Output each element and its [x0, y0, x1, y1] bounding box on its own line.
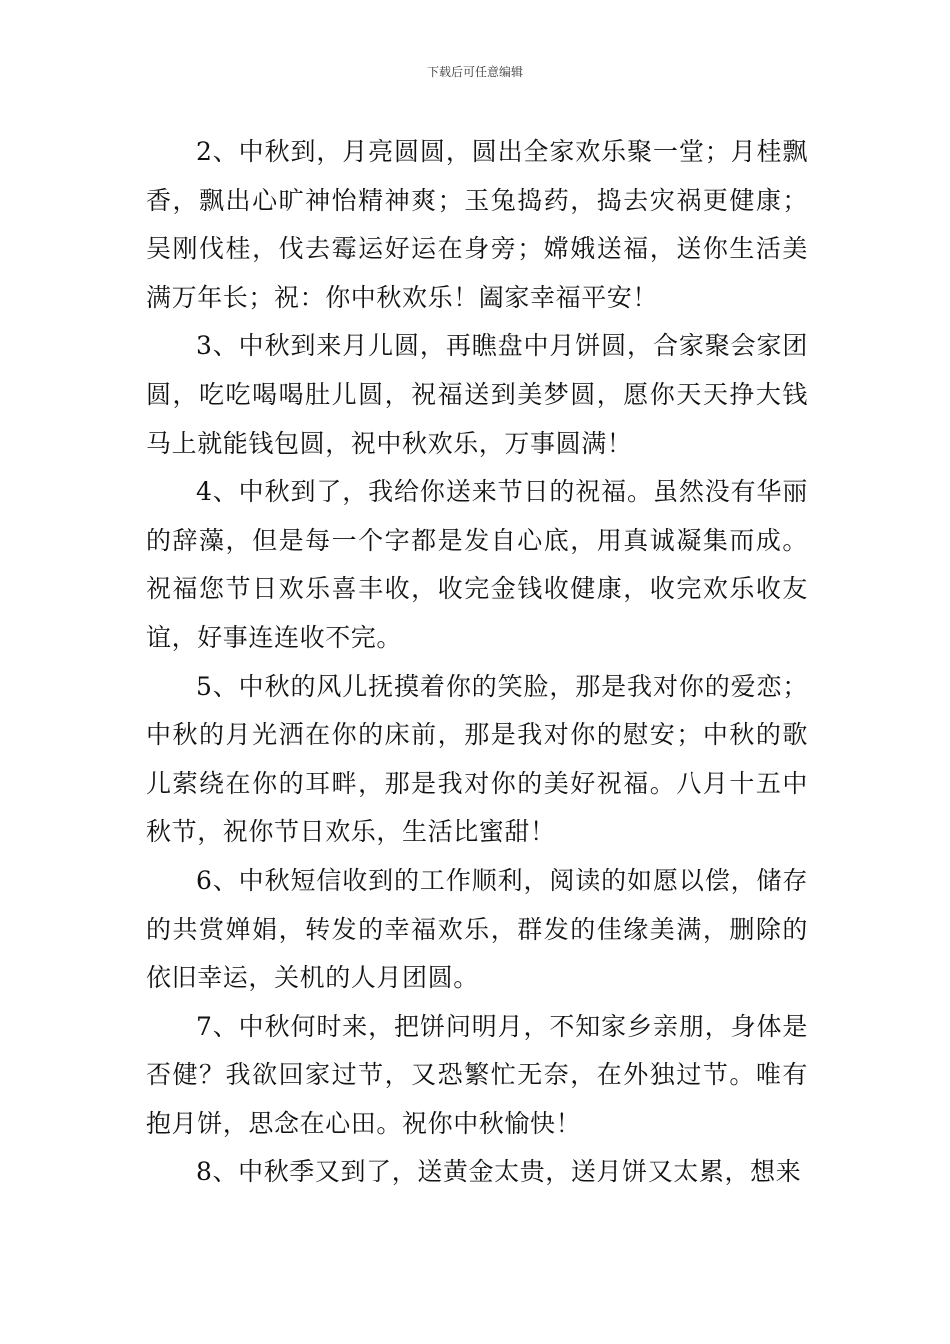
- paragraph-7: 7、中秋何时来，把饼问明月，不知家乡亲朋，身体是否健？我欲回家过节，又恐繁忙无奈，在外独过节。唯有抱月饼，思念在心田。祝你中秋愉快！: [146, 1011, 808, 1138]
- paragraph-8: 8、中秋季又到了，送黄金太贵，送月饼又太累，想来: [196, 1157, 802, 1187]
- paragraph-4: 4、中秋到了，我给你送来节日的祝福。虽然没有华丽的辞藻，但是每一个字都是发自心底，用真诚凝集而成。祝福您节日欢乐喜丰收，收完金钱收健康，收完欢乐收友谊，好事连连收不完。: [146, 477, 808, 652]
- paragraph-2: 2、中秋到，月亮圆圆，圆出全家欢乐聚一堂；月桂飘香，飘出心旷神怡精神爽；玉兔捣药，捣去灾祸更健康；吴刚伐桂，伐去霉运好运在身旁；嫦娥送福，送你生活美满万年长；祝：你中秋欢乐！阖家幸福平安！: [146, 137, 808, 312]
- paragraph-3: 3、中秋到来月儿圆，再瞧盘中月饼圆，合家聚会家团圆，吃吃喝喝肚儿圆，祝福送到美梦圆，愿你天天挣大钱马上就能钱包圆，祝中秋欢乐，万事圆满！: [146, 331, 808, 458]
- page-header: 下载后可任意编辑: [426, 65, 523, 79]
- paragraph-5: 5、中秋的风儿抚摸着你的笑脸，那是我对你的爱恋；中秋的月光洒在你的床前，那是我对你的慰安；中秋的歌儿萦绕在你的耳畔，那是我对你的美好祝福。八月十五中秋节，祝你节日欢乐，生活比蜜甜！: [146, 671, 808, 847]
- document-body: [146, 128, 808, 1197]
- paragraph-6: 6、中秋短信收到的工作顺利，阅读的如愿以偿，储存的共赏婵娟，转发的幸福欢乐，群发的佳缘美满，删除的依旧幸运，关机的人月团圆。: [146, 865, 808, 993]
